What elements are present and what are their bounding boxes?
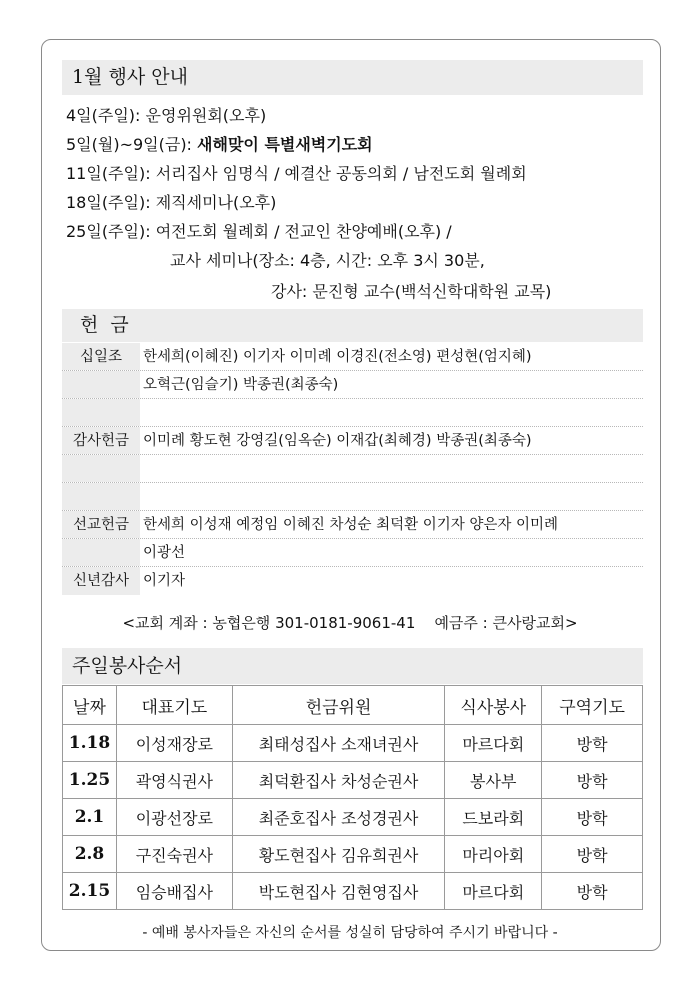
event-continuation: 강사: 문진형 교수(백석신학대학원 교목) [271,282,552,301]
prayer-cell: 임승배집사 [116,873,232,910]
column-header: 식사봉사 [445,686,542,725]
offering-row [62,567,643,595]
offering-row [62,399,643,427]
column-header: 구역기도 [542,686,643,725]
date-cell: 1.25 [63,762,117,799]
offering-names: 한세희(이혜진) 이기자 이미례 이경진(전소영) 편성현(엄지혜) [143,349,532,365]
event-line: 5일(월)~9일(금): 새해맞이 특별새벽기도회 [66,135,373,154]
district-prayer-cell: 방학 [542,762,643,799]
table-row [63,836,643,873]
offering-names: 이미례 황도현 강영길(임옥순) 이재갑(최혜경) 박종권(최종숙) [143,433,532,449]
column-header: 대표기도 [116,686,232,725]
district-prayer-cell: 방학 [542,873,643,910]
date-cell: 2.8 [63,836,117,873]
service-schedule-table [62,685,643,910]
offering-row [62,511,643,539]
prayer-cell: 곽영식권사 [116,762,232,799]
offering-team-cell: 최태성집사 소재녀권사 [232,725,445,762]
table-row [63,873,643,910]
footer-note: - 예배 봉사자들은 자신의 순서를 성실히 담당하여 주시기 바랍니다 - [142,925,558,941]
meal-service-cell: 봉사부 [445,762,542,799]
offering-team-cell: 황도현집사 김유희권사 [232,836,445,873]
offering-row [62,539,643,567]
offering-names: 오혁근(임슬기) 박종권(최종숙) [143,377,339,393]
events-section-title: 1월 행사 안내 [62,60,643,95]
offering-row [62,427,643,455]
meal-service-cell: 마리아회 [445,836,542,873]
date-cell: 2.15 [63,873,117,910]
table-row [63,725,643,762]
prayer-cell: 구진숙권사 [116,836,232,873]
column-header: 헌금위원 [232,686,445,725]
offering-section-title: 헌 금 [62,309,643,342]
event-line: 25일(주일): 여전도회 월례회 / 전교인 찬양예배(오후) / [66,222,452,241]
district-prayer-cell: 방학 [542,725,643,762]
offering-team-cell: 최준호집사 조성경권사 [232,799,445,836]
event-line: 4일(주일): 운영위원회(오후) [66,106,267,125]
date-cell: 2.1 [63,799,117,836]
district-prayer-cell: 방학 [542,799,643,836]
offering-label: 신년감사 [72,573,130,589]
meal-service-cell: 마르다회 [445,725,542,762]
offering-names: 이기자 [143,573,186,589]
offering-names: 이광선 [143,545,186,561]
offering-row [62,483,643,511]
offering-names: 한세희 이성재 예정임 이혜진 차성순 최덕환 이기자 양은자 이미례 [143,517,559,533]
table-row [63,799,643,836]
offering-row [62,455,643,483]
offering-label: 선교헌금 [72,517,130,533]
district-prayer-cell: 방학 [542,836,643,873]
service-section-title: 주일봉사순서 [62,648,643,684]
meal-service-cell: 마르다회 [445,873,542,910]
event-continuation: 교사 세미나(장소: 4층, 시간: 오후 3시 30분, [170,251,485,270]
prayer-cell: 이성재장로 [116,725,232,762]
event-line: 11일(주일): 서리집사 임명식 / 예결산 공동의회 / 남전도회 월례회 [66,164,527,183]
church-account-info: <교회 계좌 : 농협은행 301-0181-9061-41 예금주 : 큰사랑교회> [122,614,578,632]
meal-service-cell: 드보라회 [445,799,542,836]
offering-label: 십일조 [79,349,123,365]
table-header-row [63,686,643,725]
offering-row [62,371,643,399]
offering-team-cell: 최덕환집사 차성순권사 [232,762,445,799]
event-line: 18일(주일): 제직세미나(오후) [66,193,277,212]
prayer-cell: 이광선장로 [116,799,232,836]
offering-team-cell: 박도현집사 김현영집사 [232,873,445,910]
offering-row [62,343,643,371]
column-header: 날짜 [63,686,117,725]
table-row [63,762,643,799]
date-cell: 1.18 [63,725,117,762]
offering-label: 감사헌금 [72,433,130,449]
offering-list [62,343,643,595]
